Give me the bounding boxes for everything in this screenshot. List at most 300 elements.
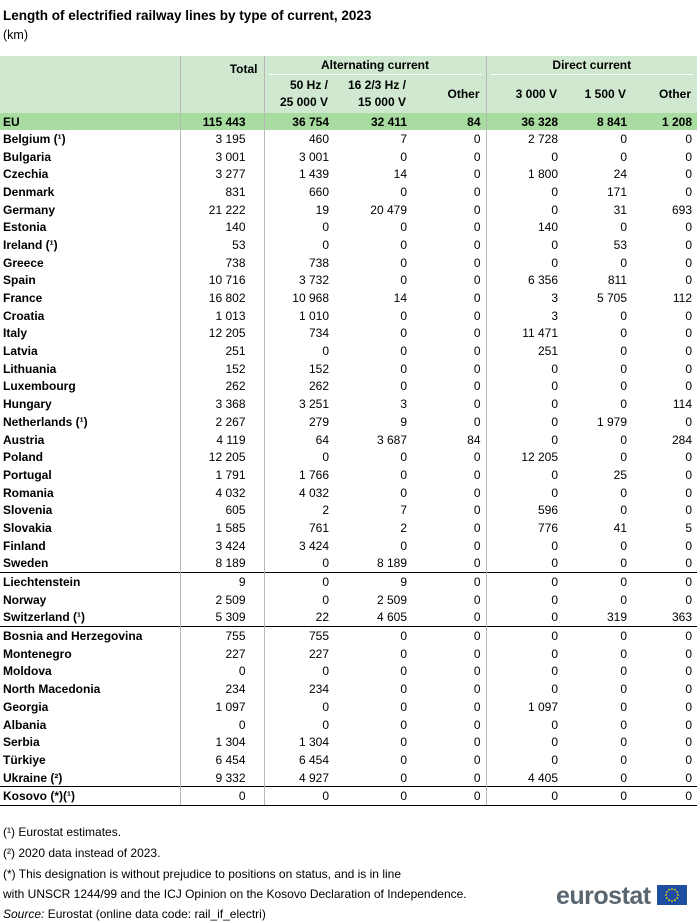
table-cell: 0 [400, 344, 407, 359]
table-cell: 3 687 [376, 432, 407, 447]
table-cell: 761 [264, 519, 334, 537]
flag-star-icon [666, 891, 668, 893]
table-cell: 0 [685, 149, 693, 164]
table-row [0, 537, 697, 555]
table-cell: 9 [180, 573, 264, 591]
row-label: Montenegro [3, 646, 72, 661]
table-cell: 0 [685, 556, 693, 571]
table-cell: 0 [473, 397, 481, 412]
table-body [0, 113, 697, 806]
table-cell: 0 [620, 255, 628, 270]
header-1500v: 1 500 V [563, 75, 632, 113]
corner-header [0, 56, 180, 113]
table-cell: 811 [607, 273, 628, 288]
table-cell: 3 001 [264, 148, 334, 166]
table-cell: 1 304 [264, 733, 334, 751]
table-row [0, 519, 697, 537]
flag-star-icon [668, 889, 670, 891]
row-label: Bosnia and Herzegovina [0, 627, 180, 645]
row-label: Spain [3, 273, 36, 288]
table-cell: 0 [620, 485, 628, 500]
table-cell: 0 [473, 202, 481, 217]
table-cell: 0 [486, 254, 563, 272]
row-label: Ukraine (²) [3, 770, 63, 785]
table-row [0, 148, 697, 166]
table-cell: 0 [473, 503, 481, 518]
table-cell: 4 119 [180, 431, 264, 449]
table-cell: 0 [264, 555, 334, 573]
table-row [0, 448, 697, 466]
table-cell: 0 [473, 149, 481, 164]
table-cell: 0 [400, 646, 407, 661]
table-row [0, 272, 697, 290]
table-cell: 0 [486, 573, 563, 591]
table-cell: 2 [400, 520, 407, 535]
table-cell: 0 [620, 450, 628, 465]
table-cell: 1 979 [596, 414, 628, 429]
table-cell: 53 [613, 237, 628, 252]
table-row [0, 378, 697, 396]
table-cell: 7 [400, 131, 407, 146]
table-row [0, 325, 697, 343]
table-cell: 234 [264, 680, 334, 698]
table-row [0, 130, 697, 148]
table-cell: 0 [685, 682, 693, 697]
table-cell: 605 [180, 501, 264, 519]
table-cell: 738 [264, 254, 334, 272]
table-cell: 0 [486, 431, 563, 449]
table-cell: 0 [473, 308, 481, 323]
table-cell: 0 [473, 610, 481, 625]
table-cell: 0 [400, 255, 407, 270]
flag-star-icon [671, 900, 673, 902]
table-cell: 8 189 [376, 556, 407, 571]
table-cell: 3 277 [180, 165, 264, 183]
row-label: Greece [3, 255, 44, 270]
row-label: Croatia [3, 308, 45, 323]
table-cell: 0 [400, 149, 407, 164]
table-cell: 0 [400, 752, 407, 767]
table-cell: 0 [473, 556, 481, 571]
table-cell: 0 [473, 184, 481, 199]
table-cell: 0 [400, 237, 407, 252]
table-cell: 284 [672, 432, 693, 447]
table-cell: 0 [486, 378, 563, 396]
row-label: Luxembourg [3, 379, 76, 394]
table-cell: 2 728 [486, 130, 563, 148]
table-row [0, 609, 697, 627]
table-cell: 9 [400, 414, 407, 429]
table-title: Length of electrified railway lines by type of current, 2023 [3, 8, 372, 23]
table-cell: 2 [264, 501, 334, 519]
table-cell: 0 [473, 646, 481, 661]
table-cell: 0 [620, 664, 628, 679]
table-row [0, 289, 697, 307]
row-label: North Macedonia [3, 682, 101, 697]
table-cell: 8 189 [180, 555, 264, 573]
footnote-kosovo: (*) This designation is without prejudice to positions on status, and is in line [3, 867, 401, 881]
table-cell: 0 [473, 361, 481, 376]
flag-star-icon [677, 894, 679, 896]
table-row [0, 645, 697, 663]
table-cell: 0 [620, 344, 628, 359]
table-cell: 1 304 [180, 733, 264, 751]
table-cell: 0 [400, 379, 407, 394]
table-row [0, 201, 697, 219]
table-cell: 9 [334, 573, 412, 591]
table-cell: 0 [620, 538, 628, 553]
table-cell: 1 010 [264, 307, 334, 325]
row-label: Slovakia [3, 520, 52, 535]
table-cell: 10 968 [264, 289, 334, 307]
table-cell: 0 [685, 717, 693, 732]
row-label: Denmark [3, 184, 55, 199]
table-cell: 738 [180, 254, 264, 272]
table-cell: 0 [264, 787, 334, 806]
table-cell: 84 [467, 432, 481, 447]
table-row [0, 733, 697, 751]
row-label: Belgium (¹) [3, 131, 66, 146]
table-cell: 0 [486, 555, 563, 573]
table-cell: 0 [685, 770, 693, 785]
header-direct-current: Direct current [486, 56, 697, 75]
table-cell: 0 [400, 538, 407, 553]
row-label: Hungary [3, 397, 52, 412]
table-cell: 0 [685, 255, 693, 270]
table-cell: 0 [473, 237, 481, 252]
row-label: Bulgaria [3, 149, 52, 164]
table-cell: 152 [180, 360, 264, 378]
table-cell: 0 [473, 520, 481, 535]
table-cell: 36 328 [486, 113, 563, 130]
table-row [0, 342, 697, 360]
flag-star-icon [674, 899, 676, 901]
table-cell: 0 [486, 733, 563, 751]
table-cell: 0 [620, 397, 628, 412]
table-row [0, 236, 697, 254]
table-cell: 0 [473, 770, 481, 785]
table-cell: 4 405 [486, 769, 563, 787]
table-cell: 3 732 [264, 272, 334, 290]
source-text: Eurostat (online data code: rail_if_electri) [44, 907, 266, 921]
table-cell: 0 [400, 717, 407, 732]
header-alternating-current: Alternating current [264, 56, 486, 75]
table-cell: 251 [486, 342, 563, 360]
table-cell: 0 [486, 183, 563, 201]
header-50hz: 50 Hz / 25 000 V [264, 75, 334, 113]
table-cell: 12 205 [180, 448, 264, 466]
table-cell: 363 [672, 610, 693, 625]
table-row [0, 680, 697, 698]
table-cell: 0 [685, 503, 693, 518]
table-cell: 3 [486, 289, 563, 307]
table-cell: 0 [486, 484, 563, 502]
unit-label: (km) [3, 28, 28, 42]
table-cell: 2 509 [376, 592, 407, 607]
table-row [0, 395, 697, 413]
row-label: France [3, 291, 43, 306]
table-cell: 14 [393, 291, 407, 306]
table-cell: 12 205 [486, 448, 563, 466]
table-cell: 22 [264, 609, 334, 627]
table-cell: 1 766 [264, 466, 334, 484]
table-cell: 0 [685, 664, 693, 679]
table-cell: 0 [486, 236, 563, 254]
row-label: Romania [3, 485, 54, 500]
table-cell: 0 [400, 220, 407, 235]
table-cell: 0 [473, 344, 481, 359]
eurostat-logo: eurostat [556, 882, 651, 910]
table-row [0, 360, 697, 378]
table-row [0, 501, 697, 519]
table-cell: 5 [685, 520, 693, 535]
table-cell: 831 [180, 183, 264, 201]
footnote-estimates: (¹) Eurostat estimates. [3, 825, 122, 839]
table-cell: 9 332 [180, 769, 264, 787]
table-cell: 0 [486, 751, 563, 769]
table-cell: 234 [180, 680, 264, 698]
table-cell: 6 356 [486, 272, 563, 290]
table-cell: 0 [685, 592, 693, 607]
table-cell: 0 [620, 592, 628, 607]
table-cell: 140 [486, 218, 563, 236]
table-cell: 0 [685, 646, 693, 661]
table-cell: 0 [473, 167, 481, 182]
table-cell: 14 [393, 167, 407, 182]
table-cell: 262 [264, 378, 334, 396]
table-row [0, 466, 697, 484]
table-cell: 0 [473, 131, 481, 146]
table-cell: 0 [620, 717, 628, 732]
table-cell: 0 [486, 627, 563, 645]
table-cell: 0 [563, 787, 632, 806]
table-cell: 1 800 [486, 165, 563, 183]
row-label: Albania [3, 717, 47, 732]
table-cell: 0 [685, 184, 693, 199]
row-label: Liechtenstein [0, 573, 180, 591]
footnote-2020: (²) 2020 data instead of 2023. [3, 846, 161, 860]
table-cell: 0 [400, 361, 407, 376]
table-cell: 0 [180, 787, 264, 806]
table-row [0, 431, 697, 449]
table-cell: 0 [473, 485, 481, 500]
row-label: Italy [3, 326, 28, 341]
flag-star-icon [666, 897, 668, 899]
row-label: Latvia [3, 344, 38, 359]
table-cell: 115 443 [180, 113, 264, 130]
table-cell: 21 222 [180, 201, 264, 219]
row-label: Moldova [3, 664, 52, 679]
table-cell: 0 [264, 663, 334, 681]
eu-total-row [0, 113, 697, 130]
header-3000v: 3 000 V [486, 75, 563, 113]
table-cell: 10 716 [180, 272, 264, 290]
table-cell: 0 [473, 414, 481, 429]
table-cell: 0 [620, 699, 628, 714]
table-cell: 0 [685, 308, 693, 323]
table-cell: 0 [400, 326, 407, 341]
table-cell: 12 205 [180, 325, 264, 343]
table-row [0, 627, 697, 645]
table-cell: 0 [620, 149, 628, 164]
flag-star-icon [665, 894, 667, 896]
table-cell: 4 927 [264, 769, 334, 787]
table-cell: 4 032 [264, 484, 334, 502]
table-cell: 6 454 [264, 751, 334, 769]
table-cell: 0 [400, 273, 407, 288]
table-row [0, 484, 697, 502]
table-cell: 0 [685, 361, 693, 376]
row-label: Switzerland (¹) [3, 610, 86, 625]
table-cell: 0 [473, 467, 481, 482]
table-cell: 0 [400, 699, 407, 714]
table-cell: 0 [620, 752, 628, 767]
table-cell: 0 [334, 787, 412, 806]
table-cell: 5 705 [596, 291, 628, 306]
table-cell: 279 [264, 413, 334, 431]
table-cell: 0 [486, 466, 563, 484]
table-row [0, 183, 697, 201]
footnote-kosovo-cont: with UNSCR 1244/99 and the ICJ Opinion on the Kosovo Declaration of Independence. [3, 887, 467, 901]
table-cell: 3 424 [180, 537, 264, 555]
table-cell: 0 [685, 379, 693, 394]
table-cell: 0 [473, 538, 481, 553]
table-cell: 227 [264, 645, 334, 663]
header-dc-other: Other [632, 75, 697, 113]
row-label: EU [0, 113, 180, 130]
table-cell: 112 [672, 291, 693, 306]
table-cell: 16 802 [180, 289, 264, 307]
table-cell: 6 454 [180, 751, 264, 769]
table-cell: 0 [620, 379, 628, 394]
table-cell: 25 [613, 467, 628, 482]
table-cell: 0 [400, 735, 407, 750]
table-cell: 0 [620, 735, 628, 750]
row-label: Georgia [3, 699, 49, 714]
table-cell: 0 [473, 273, 481, 288]
row-label: Norway [3, 592, 47, 607]
row-label: Netherlands (¹) [3, 414, 88, 429]
table-cell: 596 [486, 501, 563, 519]
table-cell: 4 605 [376, 610, 407, 625]
row-label: Türkiye [3, 752, 46, 767]
table-cell: 0 [473, 379, 481, 394]
eu-flag-icon [657, 885, 687, 905]
table-cell: 0 [685, 344, 693, 359]
table-cell: 0 [632, 573, 697, 591]
table-cell: 1 097 [180, 698, 264, 716]
row-label: Serbia [3, 735, 40, 750]
table-cell: 0 [264, 573, 334, 591]
table-cell: 0 [620, 326, 628, 341]
table-cell: 0 [400, 485, 407, 500]
table-cell: 0 [620, 220, 628, 235]
table-cell: 0 [486, 609, 563, 627]
table-cell: 0 [334, 627, 412, 645]
table-cell: 0 [486, 537, 563, 555]
table-cell: 36 754 [264, 113, 334, 130]
table-cell: 0 [685, 467, 693, 482]
table-cell: 0 [685, 414, 693, 429]
flag-star-icon [676, 897, 678, 899]
table-row [0, 413, 697, 431]
table-row [0, 787, 697, 806]
table-cell: 0 [486, 663, 563, 681]
table-cell: 693 [672, 202, 693, 217]
table-cell: 53 [180, 236, 264, 254]
railway-table [0, 56, 697, 806]
table-cell: 460 [264, 130, 334, 148]
table-cell: 1 208 [632, 113, 697, 130]
row-label: Kosovo (*)(¹) [0, 787, 180, 806]
table-row [0, 751, 697, 769]
flag-star-icon [674, 889, 676, 891]
table-cell: 776 [486, 519, 563, 537]
flag-star-icon [676, 891, 678, 893]
table-cell: 0 [473, 592, 481, 607]
table-cell: 0 [563, 573, 632, 591]
table-cell: 0 [486, 680, 563, 698]
table-cell: 0 [620, 556, 628, 571]
table-cell: 3 424 [264, 537, 334, 555]
table-cell: 0 [264, 236, 334, 254]
table-cell: 660 [264, 183, 334, 201]
table-cell: 1 585 [180, 519, 264, 537]
table-cell: 64 [264, 431, 334, 449]
table-cell: 84 [412, 113, 486, 130]
table-cell: 0 [685, 752, 693, 767]
header-16hz: 16 2/3 Hz / 15 000 V [334, 75, 412, 113]
table-cell: 0 [620, 308, 628, 323]
table-cell: 0 [180, 663, 264, 681]
table-cell: 0 [620, 131, 628, 146]
table-cell: 0 [400, 308, 407, 323]
table-cell: 41 [613, 520, 628, 535]
table-cell: 0 [400, 682, 407, 697]
table-cell: 0 [264, 218, 334, 236]
row-label: Czechia [3, 167, 49, 182]
table-cell: 3 [400, 397, 407, 412]
table-cell: 0 [685, 735, 693, 750]
table-cell: 0 [473, 699, 481, 714]
table-cell: 755 [264, 627, 334, 645]
table-cell: 0 [486, 148, 563, 166]
table-cell: 0 [412, 573, 486, 591]
table-cell: 0 [264, 591, 334, 609]
table-cell: 0 [563, 627, 632, 645]
table-cell: 0 [486, 716, 563, 734]
table-cell: 3 251 [264, 395, 334, 413]
header-total: Total [180, 56, 264, 113]
source-line [3, 907, 266, 921]
table-cell: 0 [473, 291, 481, 306]
table-cell: 0 [486, 201, 563, 219]
table-cell: 0 [264, 698, 334, 716]
row-label: Portugal [3, 467, 52, 482]
table-cell: 3 368 [180, 395, 264, 413]
table-cell: 0 [486, 591, 563, 609]
row-label: Sweden [3, 556, 49, 571]
table-cell: 11 471 [486, 325, 563, 343]
header-ac-other: Other [412, 75, 486, 113]
table-cell: 0 [400, 184, 407, 199]
table-cell: 0 [264, 342, 334, 360]
table-cell: 1 439 [264, 165, 334, 183]
table-cell: 0 [620, 770, 628, 785]
table-cell: 0 [473, 752, 481, 767]
table-row [0, 591, 697, 609]
table-cell: 0 [412, 627, 486, 645]
